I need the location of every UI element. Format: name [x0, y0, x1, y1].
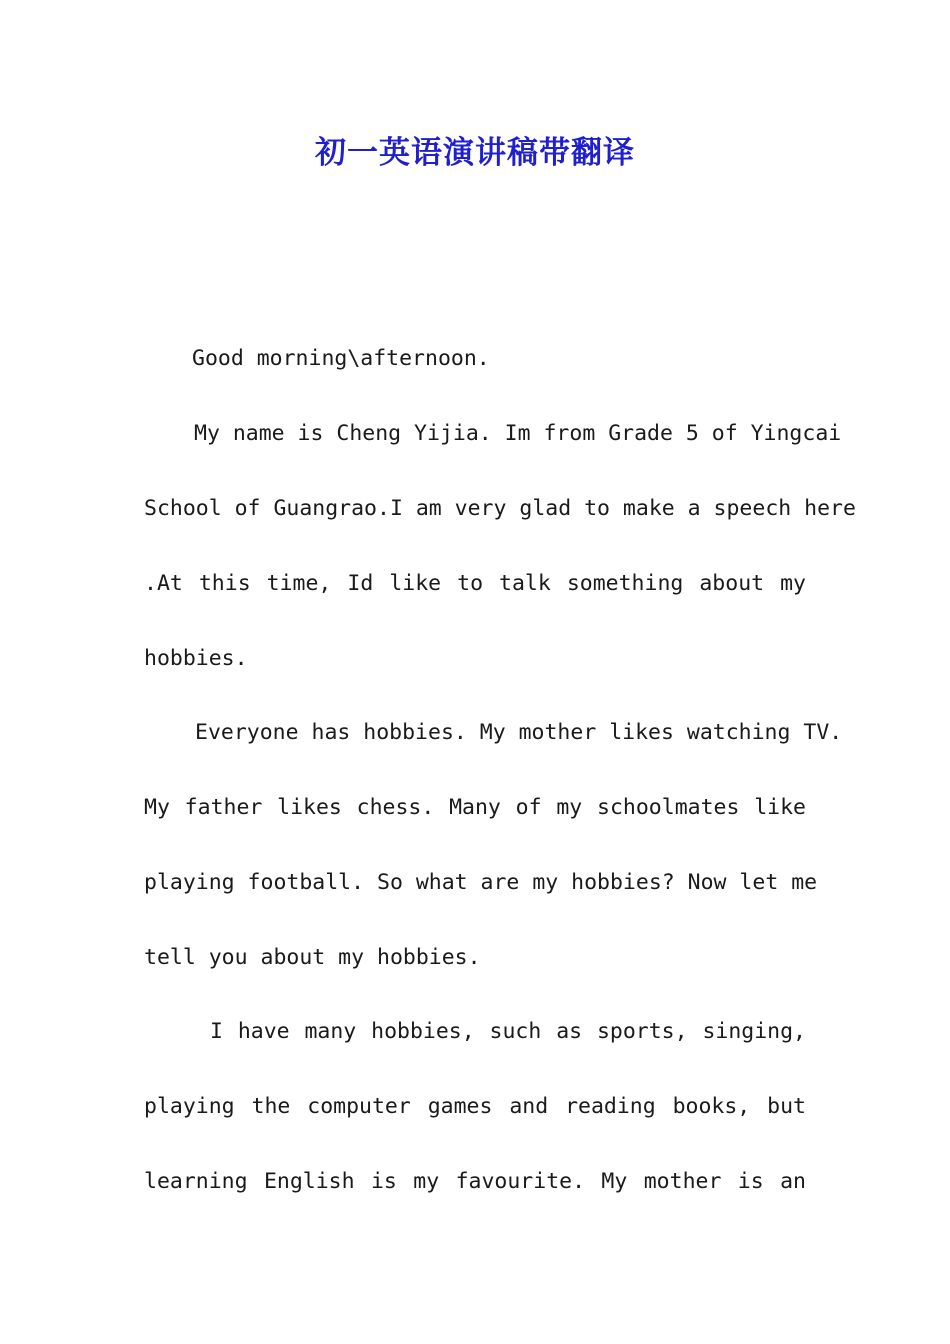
paragraph-line: I have many hobbies, such as sports, singing, [210, 1019, 806, 1044]
paragraph-line: tell you about my hobbies. [144, 945, 481, 970]
paragraph-line: playing the computer games and reading books, but [144, 1094, 806, 1119]
paragraph-line: My father likes chess. Many of my schoolmates like [144, 795, 806, 820]
paragraph-line: Everyone has hobbies. My mother likes watching TV. [195, 720, 843, 745]
paragraph-line: Good morning\afternoon. [192, 346, 490, 371]
paragraph-line: .At this time, Id like to talk something about my [144, 571, 806, 596]
paragraph-line: School of Guangrao.I am very glad to make a speech here [144, 496, 856, 521]
document-title: 初一英语演讲稿带翻译 [315, 135, 635, 171]
paragraph-line: playing football. So what are my hobbies? Now let me [144, 870, 818, 895]
paragraph-line: My name is Cheng Yijia. Im from Grade 5 of Yingcai [194, 421, 842, 446]
paragraph-line: learning English is my favourite. My mother is an [144, 1169, 806, 1194]
paragraph-line: hobbies. [144, 646, 248, 671]
